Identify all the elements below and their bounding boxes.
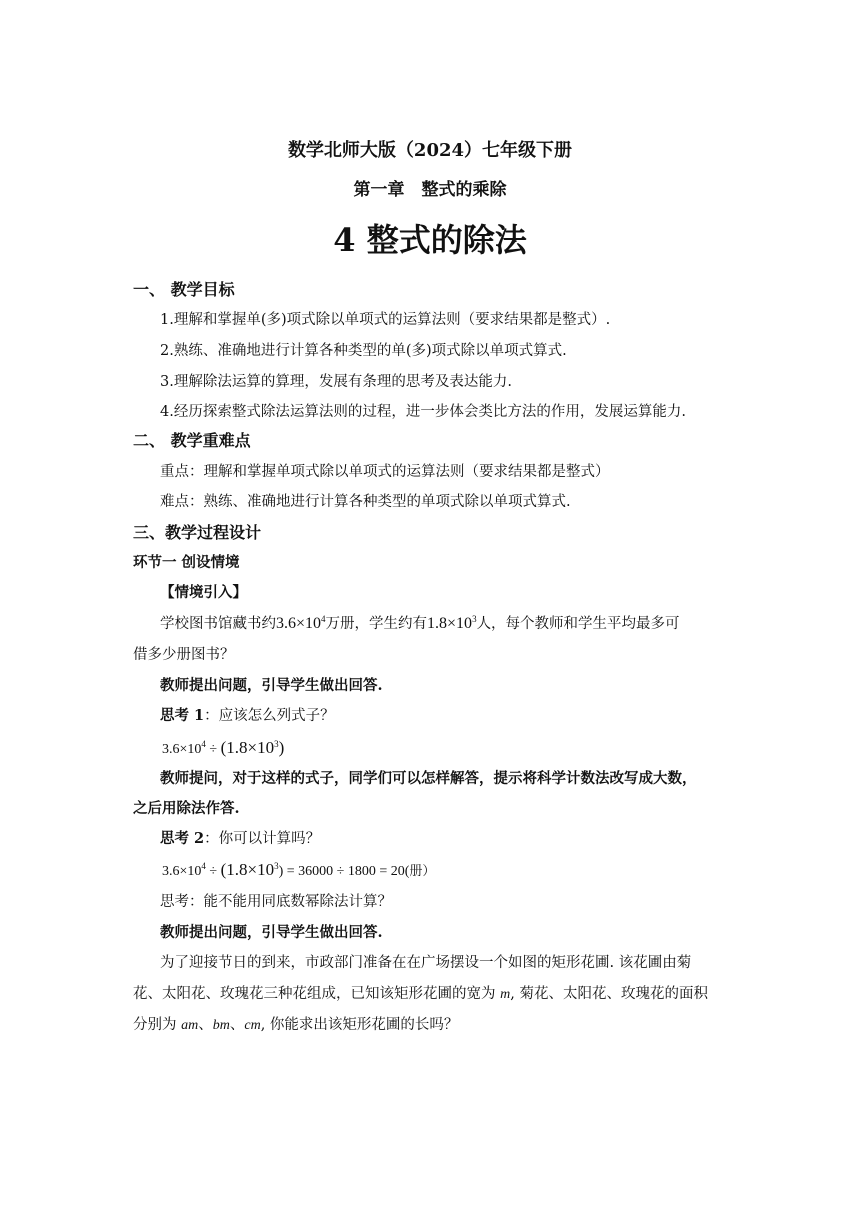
difficult-point: 难点：熟练、准确地进行计算各种类型的单项式除以单项式算式.: [160, 494, 571, 510]
intro-label: 【情境引入】: [160, 584, 247, 601]
lesson-title: 4 整式的除法: [333, 221, 527, 259]
book-count: $3.6\times 10^4$: [276, 614, 326, 632]
chapter-title: 第一章 整式的乘除: [353, 180, 507, 200]
key-point: 重点：理解和掌握单项式除以单项式的运算法则（要求结果都是整式）: [160, 464, 610, 480]
section-heading-process: 三、教学过程设计: [133, 523, 262, 542]
think-1: 思考 1：应该怎么列式子？: [160, 707, 335, 724]
flowerbed-problem-line-1: 为了迎接节日的到来，市政部门准备在在广场摆设一个如图的矩形花圃. 该花圃由菊: [160, 955, 692, 971]
step-heading: 环节一 创设情境: [133, 554, 240, 571]
goal-item: 2.熟练、准确地进行计算各种类型的单(多)项式除以单项式算式.: [160, 343, 567, 359]
goal-item: 3.理解除法运算的算理，发展有条理的思考及表达能力.: [160, 374, 512, 390]
expression-2: $3.6\times 10^4 \div (1.8\times 10^3) = 36000 \div 1800 = 20$(册）: [162, 860, 436, 879]
think-2: 思考 2：你可以计算吗？: [160, 830, 321, 847]
teacher-note: 教师提出问题，引导学生做出回答.: [160, 677, 383, 694]
student-count: $1.8\times 10^3$: [427, 614, 477, 632]
problem-line-2: 借多少册图书？: [133, 647, 235, 663]
goal-item: 4.经历探索整式除法运算法则的过程，进一步体会类比方法的作用，发展运算能力.: [160, 404, 686, 420]
teacher-note-2: 教师提出问题，引导学生做出回答.: [160, 924, 383, 941]
flowerbed-problem-line-3: 分别为 am、bm、cm, 你能求出该矩形花圃的长吗？: [133, 1017, 459, 1033]
goal-item: 1.理解和掌握单(多)项式除以单项式的运算法则（要求结果都是整式）.: [160, 312, 611, 328]
expression-1: $3.6\times 10^4 \div (1.8\times 10^3)$: [162, 738, 285, 757]
section-heading-goals: 一、 教学目标: [133, 280, 235, 299]
problem-line-1: 学校图书馆藏书约$3.6\times 10^4$万册，学生约有$1.8\times 10^3$人，每个教师和学生平均最多可: [160, 614, 680, 632]
section-heading-key-points: 二、 教学重难点: [133, 431, 251, 450]
teacher-question-line-1: 教师提问，对于这样的式子，同学们可以怎样解答，提示将科学计数法改写成大数，: [160, 770, 697, 787]
teacher-question-line-2: 之后用除法作答.: [133, 800, 240, 817]
flowerbed-problem-line-2: 花、太阳花、玫瑰花三种花组成，已知该矩形花圃的宽为 m, 菊花、太阳花、玫瑰花的面积: [133, 986, 708, 1002]
think-3: 思考：能不能用同底数幂除法计算？: [160, 894, 392, 910]
book-title: 数学北师大版（2024）七年级下册: [287, 140, 573, 161]
